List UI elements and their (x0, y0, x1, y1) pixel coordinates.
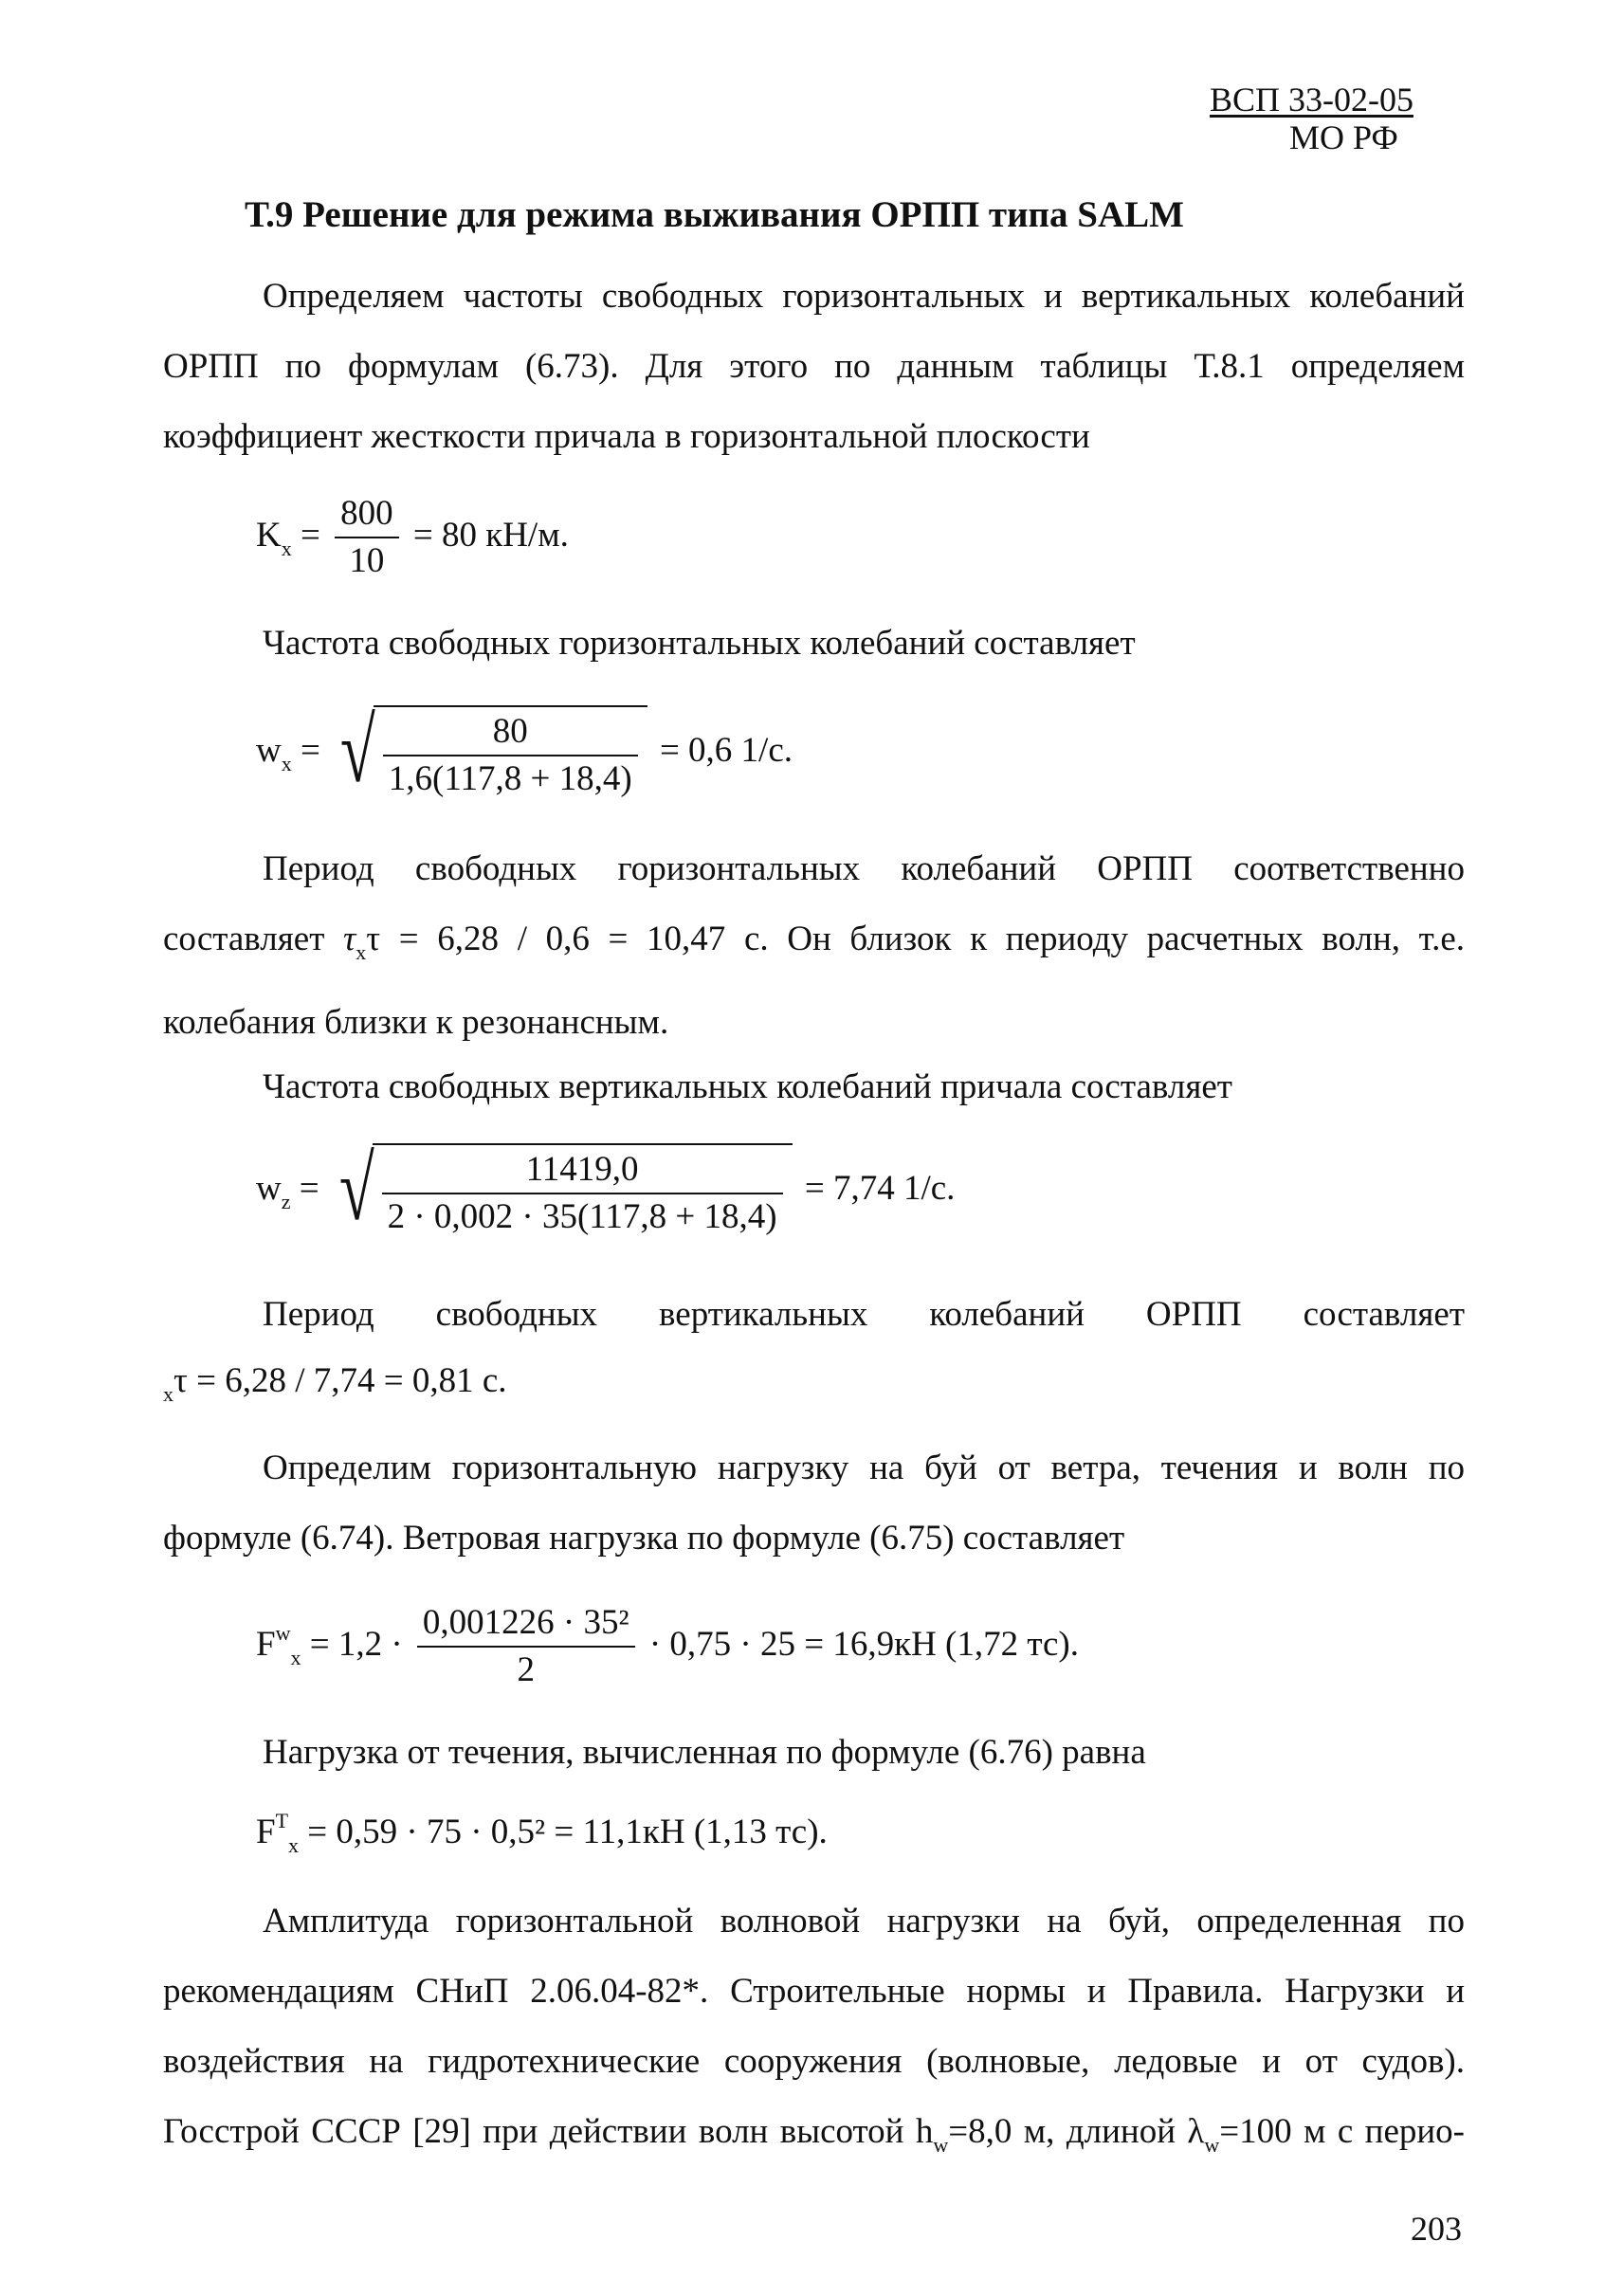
equation-fw: $F^w_x = 1,2$ · $\frac{\text{0,001226 · 35²}}{2}$ · 0,75 · 25 = 16,9кН (1,72 тс). (256, 1602, 1079, 1692)
paragraph-intro: Определяем частоты свободных горизонтальных и вертикальных колебаний ОРПП по формулам (6.73). Для этого по данным таблицы Т.8.1 определяем коэффициент жесткости причала в горизонтальной плоскости (163, 277, 1474, 456)
paragraph-horizontal-period: Период свободных горизонтальных колебаний ОРПП соответственно составляет $\tau_x\tau = 6,28 / 0,6 = 10,47$ с. Он близок к периоду расчетных волн, т.е. колебания близки к резонансным. (163, 849, 1474, 1042)
section-title: Т.9 Решение для режима выживания ОРПП типа SALM (245, 194, 1184, 235)
fraction-fw: $\frac{\text{0,001226 · 35²}}{2}$ (417, 1602, 635, 1692)
equation-wx: $w_x$ = √ $\frac{80}{1,6(117,8 + 18,4)}$ = 0,6 1/с. (256, 700, 793, 801)
organization-label: МО РФ (1289, 118, 1398, 156)
paragraph-vertical-frequency: Частота свободных вертикальных колебаний причала составляет (263, 1067, 1232, 1106)
fraction-kx: $\frac{800}{10}$ (335, 493, 399, 583)
paragraph-wind-load: Определим горизонтальную нагрузку на буй от ветра, течения и волн по формуле (6.74). Ветровая нагрузка по формуле (6.75) составляет (163, 1449, 1474, 1558)
sqrt-wx: √ $\frac{80}{1,6(117,8 + 18,4)}$ (333, 705, 647, 801)
equation-wz: $w_z$ = √ $\frac{11419,0}{2 \cdot 0,002 \cdot 35(117,8 + 18,4)}$ = 7,74 1/с. (256, 1138, 956, 1239)
sqrt-wz: √ $\frac{11419,0}{2 \cdot 0,002 \cdot 35(117,8 + 18,4)}$ (332, 1143, 793, 1239)
paragraph-wave-load: Амплитуда горизонтальной волновой нагрузки на буй, определенная по рекомендациям СНиП 2.06.04-82*. Строительные нормы и Правила. Нагрузки и воздействия на гидротехнические сооружения (волновые, ледовые и от судов). Госстрой СССР [29] при действии волн высотой $h_w=8,0$ м, длиной $\lambda_w=100$ м с перио- (163, 1902, 1474, 2157)
paragraph-current-load: Нагрузка от течения, вычисленная по формуле (6.76) равна (263, 1733, 1146, 1772)
paragraph-horizontal-frequency: Частота свободных горизонтальных колебаний составляет (263, 624, 1136, 663)
page-number: 203 (1411, 2210, 1462, 2248)
paragraph-vertical-period: Период свободных вертикальных колебаний ОРПП составляет (263, 1295, 1465, 1334)
equation-ft: $F^T_x = 0,59 \cdot 75 \cdot 0,5^2 = 11,1кН$ (1,13 тс). (256, 1809, 828, 1857)
equation-kx: $K_x$ = $\frac{800}{10}$ = 80 кН/м. (256, 493, 569, 583)
document-code: ВСП 33-02-05 (1210, 81, 1413, 118)
equation-tau-vertical: $_x$τ = 6,28 / 7,74 = 0,81 с. (163, 1361, 507, 1406)
